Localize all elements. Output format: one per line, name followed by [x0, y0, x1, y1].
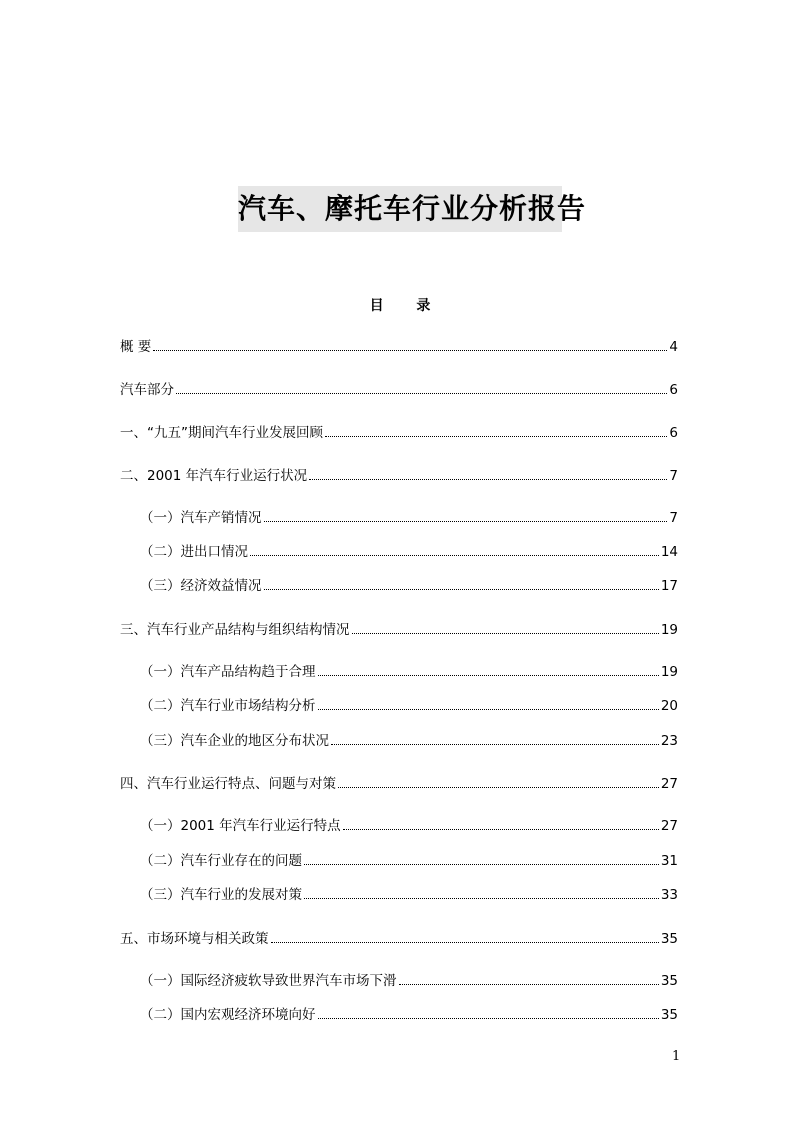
toc-entry[interactable]: [120, 466, 678, 486]
toc-entry-page: 35: [660, 1007, 678, 1023]
toc-dot-leader: [352, 633, 659, 634]
toc-entry-label: （一）2001 年汽车行业运行特点: [140, 818, 341, 834]
toc-entry-label: （一）国际经济疲软导致世界汽车市场下滑: [140, 973, 397, 989]
toc-entry-page: 27: [660, 818, 678, 834]
toc-entry[interactable]: [120, 620, 678, 640]
toc-entry-label: 汽车部分: [120, 382, 174, 398]
toc-entry-page: 17: [660, 578, 678, 594]
toc-dot-leader: [399, 984, 659, 985]
toc-entry-page: 7: [669, 510, 678, 526]
toc-entry[interactable]: [140, 696, 678, 716]
toc-entry[interactable]: [140, 508, 678, 528]
toc-entry-page: 4: [669, 339, 678, 355]
toc-entry[interactable]: [140, 885, 678, 905]
toc-dot-leader: [338, 787, 659, 788]
toc-entry-page: 19: [660, 622, 678, 638]
toc-entry-label: 三、汽车行业产品结构与组织结构情况: [120, 622, 350, 638]
toc-dot-leader: [264, 521, 668, 522]
toc-entry-page: 33: [660, 887, 678, 903]
toc-entry-label: 二、2001 年汽车行业运行状况: [120, 468, 308, 484]
toc-entry-page: 20: [660, 698, 678, 714]
toc-dot-leader: [176, 393, 667, 394]
toc-dot-leader: [318, 709, 659, 710]
toc-dot-leader: [250, 555, 659, 556]
toc-dot-leader: [153, 350, 667, 351]
toc-entry[interactable]: [140, 816, 678, 836]
toc-entry-label: （三）汽车企业的地区分布状况: [140, 733, 329, 749]
toc-entry[interactable]: [140, 542, 678, 562]
toc-entry-label: （二）汽车行业市场结构分析: [140, 698, 316, 714]
toc-entry-label: （三）经济效益情况: [140, 578, 262, 594]
toc-dot-leader: [331, 744, 659, 745]
toc-entry-page: 31: [660, 853, 678, 869]
toc-entry-label: 概 要: [120, 339, 152, 355]
toc-entry[interactable]: [120, 929, 678, 949]
toc-entry[interactable]: [120, 423, 678, 443]
toc-dot-leader: [325, 436, 667, 437]
toc-entry-page: 23: [660, 733, 678, 749]
toc-entry-page: 7: [669, 468, 678, 484]
toc-dot-leader: [343, 829, 659, 830]
toc-dot-leader: [264, 589, 659, 590]
toc-entry-page: 35: [660, 931, 678, 947]
toc-entry-page: 6: [669, 382, 678, 398]
toc-entry[interactable]: [120, 337, 678, 357]
toc-entry-page: 6: [669, 425, 678, 441]
toc-heading: 目 录: [369, 298, 445, 314]
toc-entry[interactable]: [140, 576, 678, 596]
toc-entry-label: （三）汽车行业的发展对策: [140, 887, 302, 903]
toc-dot-leader: [318, 1018, 659, 1019]
toc-entry-page: 19: [660, 664, 678, 680]
toc-entry-label: 四、汽车行业运行特点、问题与对策: [120, 776, 336, 792]
toc-entry-label: 一、“九五”期间汽车行业发展回顾: [120, 425, 323, 441]
toc-entry-label: （一）汽车产销情况: [140, 510, 262, 526]
toc-entry-label: （一）汽车产品结构趋于合理: [140, 664, 316, 680]
toc-entry[interactable]: [140, 662, 678, 682]
toc-entry-page: 14: [660, 544, 678, 560]
toc-entry[interactable]: [120, 380, 678, 400]
toc-entry[interactable]: [140, 851, 678, 871]
toc-dot-leader: [318, 675, 659, 676]
toc-dot-leader: [271, 942, 659, 943]
document-title: 汽车、摩托车行业分析报告: [238, 186, 562, 232]
toc-entry-label: （二）汽车行业存在的问题: [140, 853, 302, 869]
toc-dot-leader: [304, 864, 659, 865]
toc-entry-label: （二）进出口情况: [140, 544, 248, 560]
page-number: 1: [672, 1049, 681, 1064]
toc-entry[interactable]: [120, 774, 678, 794]
toc-entry-page: 27: [660, 776, 678, 792]
toc-entry-label: 五、市场环境与相关政策: [120, 931, 269, 947]
toc-entry[interactable]: [140, 731, 678, 751]
toc-entry-page: 35: [660, 973, 678, 989]
toc-entry-label: （二）国内宏观经济环境向好: [140, 1007, 316, 1023]
toc-entry[interactable]: [140, 1005, 678, 1025]
toc-entry[interactable]: [140, 971, 678, 991]
toc-dot-leader: [309, 479, 667, 480]
toc-dot-leader: [304, 898, 659, 899]
